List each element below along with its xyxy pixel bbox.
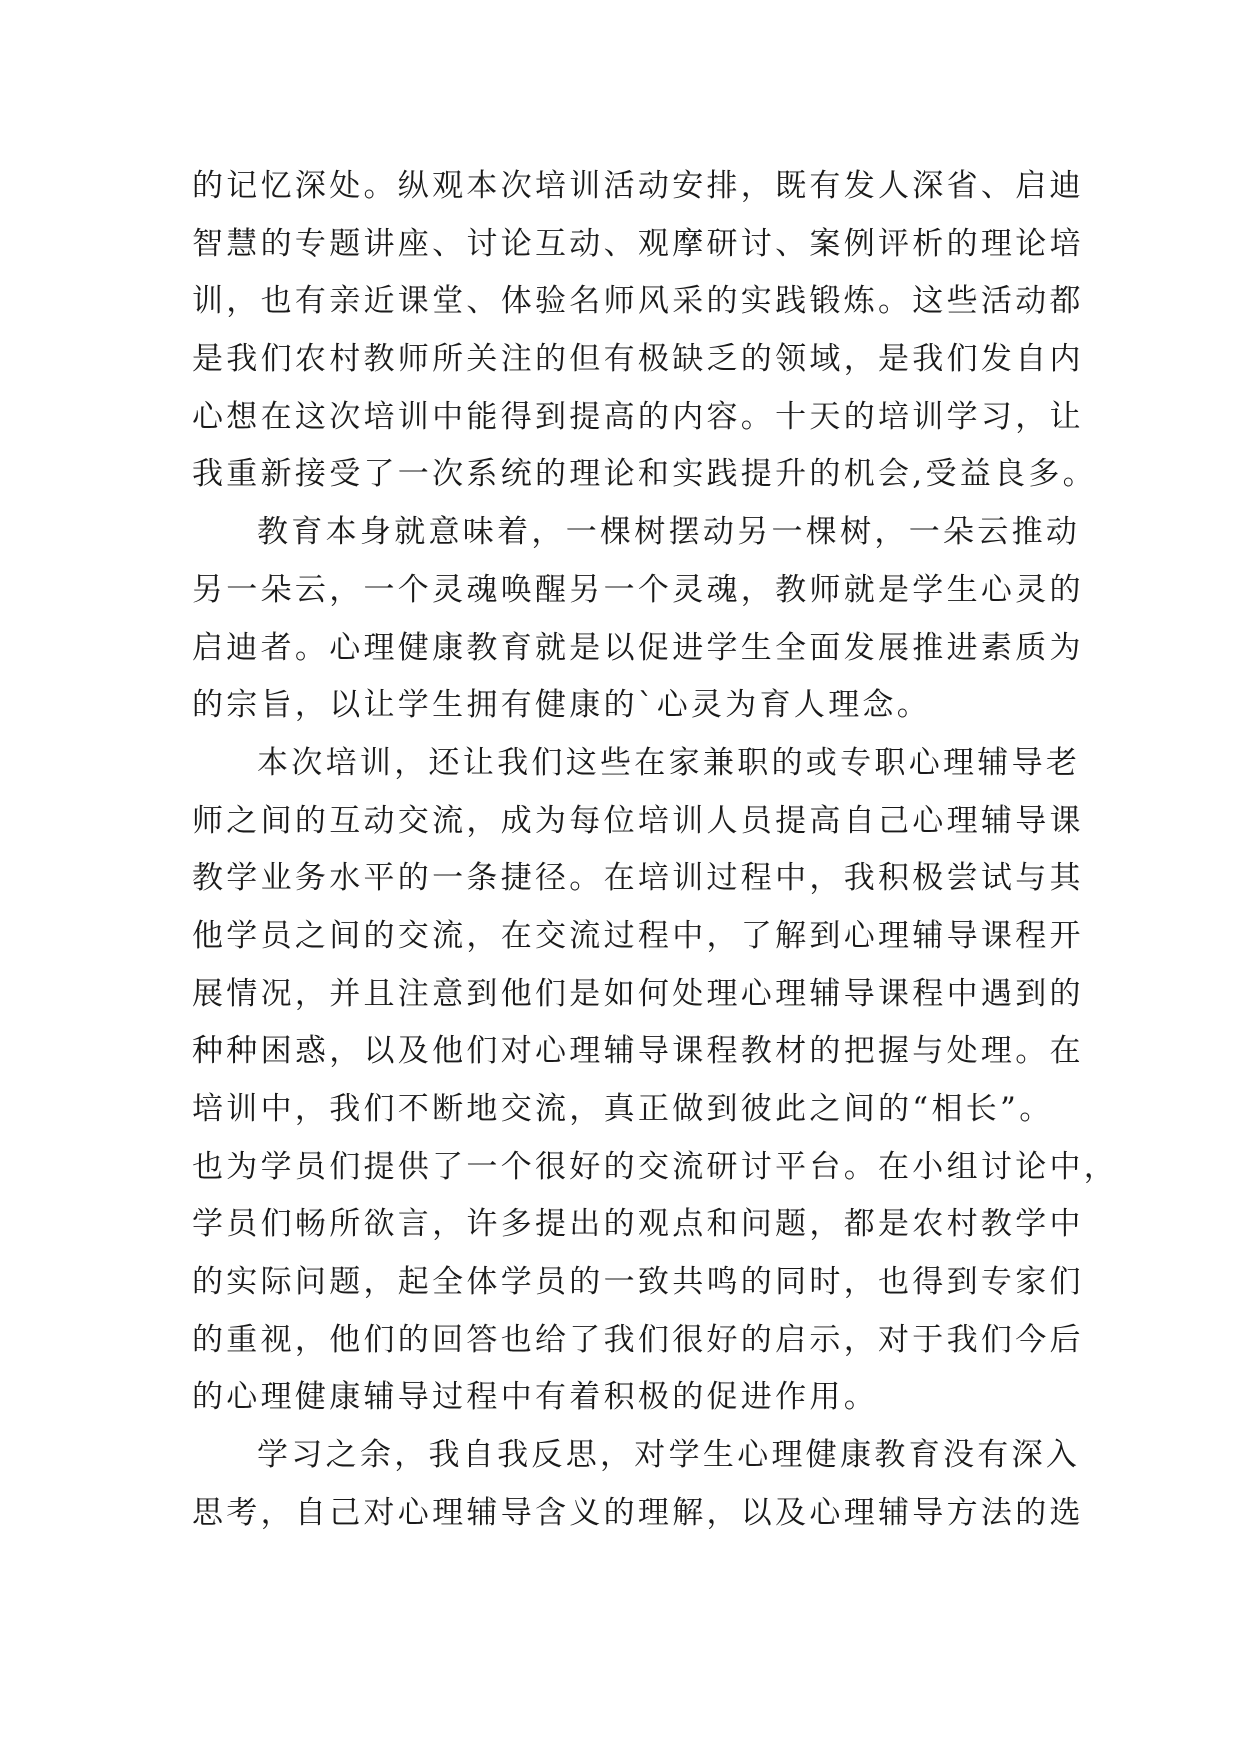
- text-line: 训，也有亲近课堂、体验名师风采的实践锻炼。这些活动都: [192, 283, 1084, 320]
- text-line: 他学员之间的交流，在交流过程中，了解到心理辅导课程开: [192, 917, 1084, 954]
- text-line: 教育本身就意味着，一棵树摆动另一棵树，一朵云推动: [257, 514, 1081, 551]
- text-line: 本次培训，还让我们这些在家兼职的或专职心理辅导老: [257, 744, 1081, 781]
- text-line: 是我们农村教师所关注的但有极缺乏的领域，是我们发自内: [192, 341, 1084, 378]
- text-line: 心想在这次培训中能得到提高的内容。十天的培训学习，让: [192, 398, 1084, 435]
- paragraph-2: [192, 504, 1084, 735]
- body-text: [192, 158, 1119, 1543]
- text-line: 智慧的专题讲座、讨论互动、观摩研讨、案例评析的理论培: [192, 225, 1084, 262]
- text-line: 的实际问题，起全体学员的一致共鸣的同时，也得到专家们: [192, 1264, 1084, 1301]
- text-line: 启迪者。心理健康教育就是以促进学生全面发展推进素质为: [192, 629, 1084, 666]
- text-line: 思考，自己对心理辅导含义的理解，以及心理辅导方法的选: [192, 1494, 1084, 1531]
- text-line: 种种困惑，以及他们对心理辅导课程教材的把握与处理。在: [192, 1033, 1084, 1070]
- text-line: 也为学员们提供了一个很好的交流研讨平台。在小组讨论中，: [192, 1148, 1119, 1185]
- text-line: 的宗旨，以让学生拥有健康的`心灵为育人理念。: [192, 687, 932, 724]
- text-line: 另一朵云，一个灵魂唤醒另一个灵魂，教师就是学生心灵的: [192, 571, 1084, 608]
- text-line: 学员们畅所欲言，许多提出的观点和问题，都是农村教学中: [192, 1206, 1084, 1243]
- text-line: 学习之余，我自我反思，对学生心理健康教育没有深入: [257, 1437, 1081, 1474]
- paragraph-1: [192, 158, 1097, 504]
- paragraph-3: [192, 735, 1119, 1427]
- text-line: 教学业务水平的一条捷径。在培训过程中，我积极尝试与其: [192, 860, 1084, 897]
- text-line: 的记忆深处。纵观本次培训活动安排，既有发人深省、启迪: [192, 168, 1084, 204]
- text-line: 我重新接受了一次系统的理论和实践提升的机会,受益良多。: [192, 456, 1097, 493]
- text-line: 展情况，并且注意到他们是如何处理心理辅导课程中遇到的: [192, 975, 1084, 1012]
- paragraph-4: [192, 1427, 1084, 1542]
- text-line: 的重视，他们的回答也给了我们很好的启示，对于我们今后: [192, 1321, 1084, 1358]
- text-line: 培训中，我们不断地交流，真正做到彼此之间的“相长”。: [192, 1091, 1054, 1127]
- text-line: 师之间的互动交流，成为每位培训人员提高自己心理辅导课: [192, 802, 1084, 839]
- text-line: 的心理健康辅导过程中有着积极的促进作用。: [192, 1379, 878, 1416]
